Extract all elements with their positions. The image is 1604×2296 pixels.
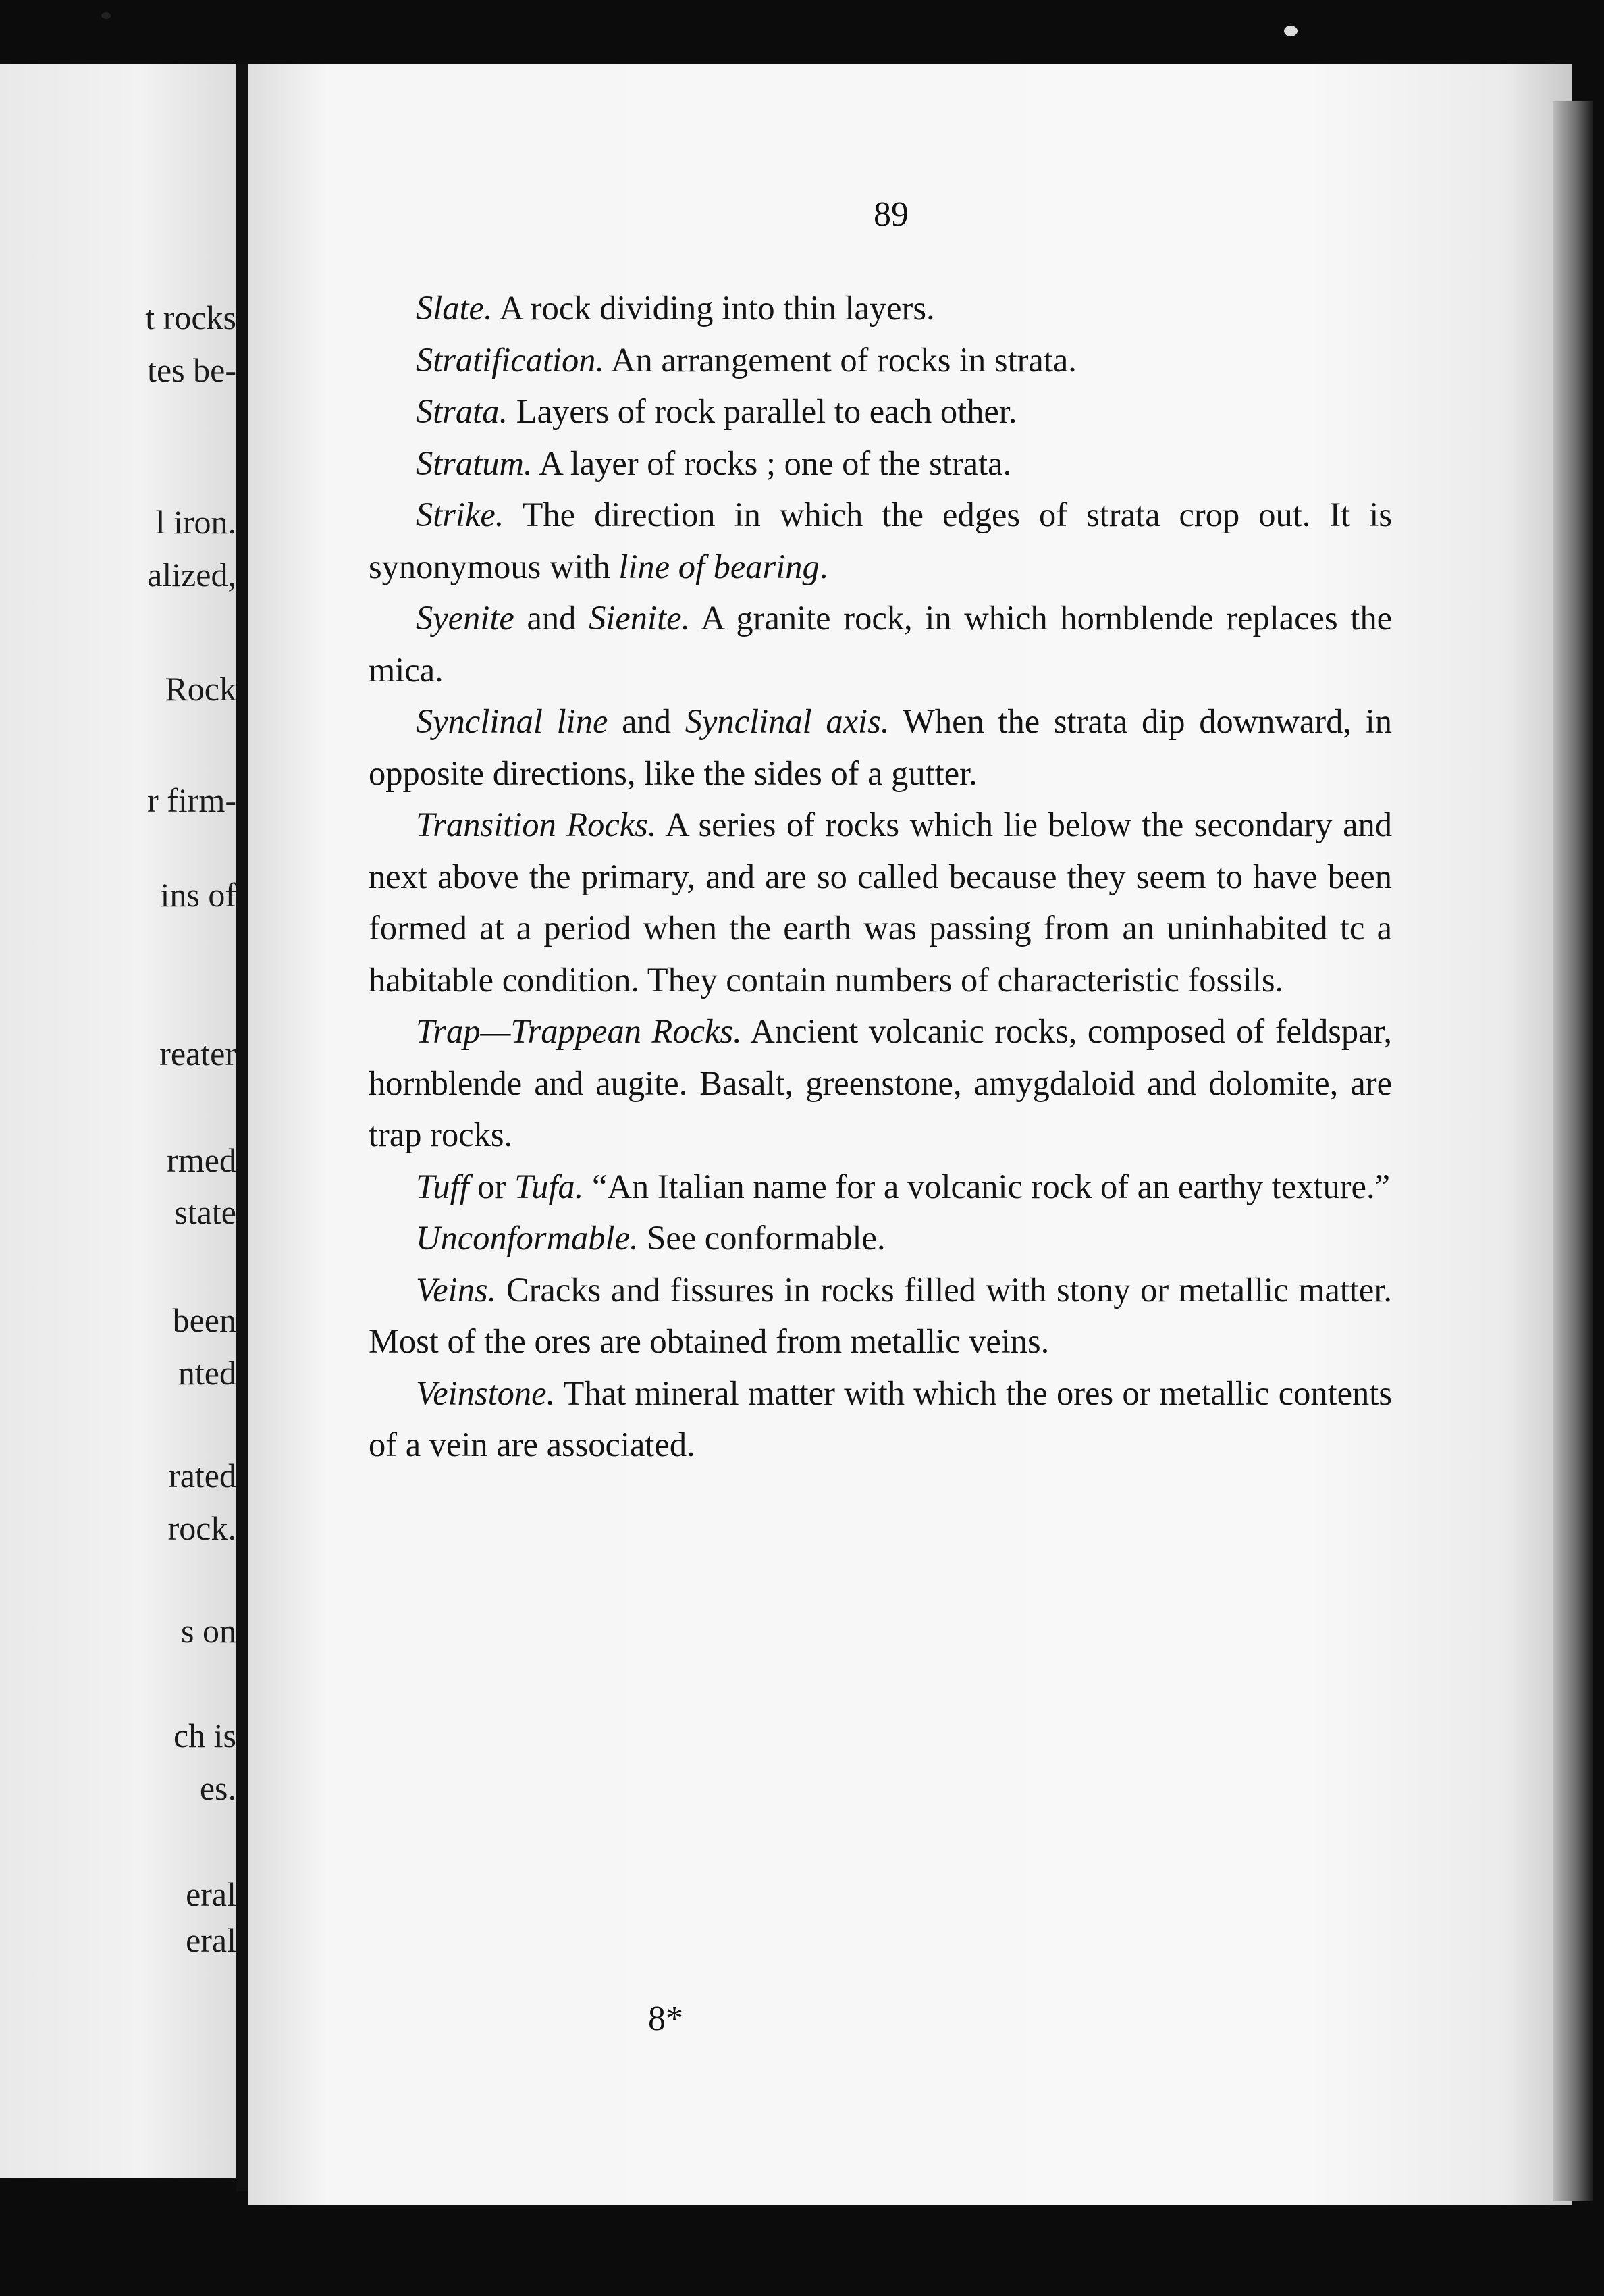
glossary-entry: [369, 1367, 1392, 1471]
left-page-line: rock.: [167, 1509, 236, 1547]
left-page-line: es.: [199, 1769, 236, 1807]
glossary-entry: [369, 386, 1392, 438]
entry-term: Unconformable.: [416, 1219, 639, 1257]
glossary-entry: [369, 1212, 1392, 1264]
left-page-line: state: [174, 1193, 236, 1231]
left-page-line: s on: [181, 1612, 236, 1650]
left-page-line: reater: [159, 1035, 236, 1072]
entry-term: Stratum.: [416, 444, 533, 482]
entry-italic-phrase: line of bearing: [618, 547, 820, 585]
binding-gutter: [236, 64, 248, 2191]
glossary-entry: [369, 696, 1392, 799]
left-page-line: nted: [178, 1354, 236, 1392]
entry-tail: .: [819, 547, 828, 585]
entry-term: Strike.: [416, 496, 504, 533]
entry-definition: That mineral matter with which the ores or metallic contents of a vein are associated.: [369, 1374, 1392, 1463]
glossary-entry: [369, 592, 1392, 696]
entry-connector: or: [469, 1167, 514, 1205]
left-page-line: tes be-: [147, 351, 236, 389]
scan-speck: [1284, 26, 1298, 36]
left-page-line: rmed: [167, 1141, 236, 1179]
entry-term-alt: Sienite.: [589, 599, 691, 637]
left-page-fragment: [0, 64, 236, 2178]
entry-definition: Cracks and fissures in rocks filled with stony or metallic matter. Most of the ores are obtained from metallic veins.: [369, 1270, 1392, 1360]
entry-definition: A granite rock, in which hornblende replaces the mica.: [369, 599, 1392, 689]
glossary-entry: [369, 1264, 1392, 1367]
left-page-line: eral: [186, 1875, 236, 1913]
glossary-entry: [369, 489, 1392, 592]
entry-term: Slate.: [416, 289, 493, 327]
left-page-line: l iron.: [155, 503, 236, 541]
left-page-line: r firm-: [147, 781, 236, 819]
glossary-entry: [369, 438, 1392, 490]
entry-term-alt: Synclinal axis.: [685, 702, 890, 740]
entry-term: Tuff: [416, 1167, 469, 1205]
entry-term: Transition Rocks.: [416, 806, 657, 843]
left-page-line: ins of: [160, 876, 236, 914]
scan-speck: [101, 12, 111, 19]
glossary-entry: [369, 1161, 1392, 1213]
entry-definition: Layers of rock parallel to each other.: [508, 392, 1017, 430]
signature-mark: 8*: [648, 2000, 683, 2038]
left-page-line: Rock: [165, 670, 236, 708]
left-page-line: t rocks: [145, 298, 236, 336]
entry-definition: When the strata dip downward, in opposite directions, like the sides of a gutter.: [369, 702, 1392, 792]
glossary-entry: [369, 799, 1392, 1006]
left-page-line: alized,: [147, 556, 236, 594]
entry-term: Veinstone.: [416, 1374, 556, 1412]
entry-definition: The direction in which the edges of strata crop out. It is synonymous with: [369, 496, 1392, 585]
left-page-line: rated: [169, 1457, 236, 1494]
entry-term-alt: Tufa.: [514, 1167, 584, 1205]
page-edge-shadow: [1553, 101, 1593, 2201]
entry-term: Trap—Trappean Rocks.: [416, 1012, 742, 1050]
entry-term: Veins.: [416, 1270, 497, 1309]
entry-term: Strata.: [416, 392, 508, 430]
glossary-entry: [369, 282, 1392, 334]
page-number: 89: [874, 195, 909, 234]
entry-definition: A rock dividing into thin layers.: [492, 289, 935, 327]
entry-definition: A layer of rocks ; one of the strata.: [532, 444, 1012, 482]
left-page-line: been: [172, 1301, 236, 1339]
entry-definition: A series of rocks which lie below the secondary and next above the primary, and are so called because they seem to have been formed at a period when the earth was passing from an uninhabited tc a habitable condition. They contain numbers of characteristic fossils.: [369, 806, 1392, 999]
left-page-line: eral: [186, 1921, 236, 1959]
entry-connector: and: [514, 599, 589, 637]
entry-term: Synclinal line: [416, 702, 608, 740]
entry-definition: “An Italian name for a volcanic rock of an earthy texture.”: [583, 1167, 1391, 1205]
glossary-entry: [369, 1006, 1392, 1161]
entry-connector: and: [608, 702, 685, 740]
entry-term: Stratification.: [416, 340, 605, 379]
glossary-text: [369, 282, 1392, 1471]
glossary-entry: [369, 334, 1392, 386]
entry-definition: Ancient volcanic rocks, composed of feldspar, hornblende and augite. Basalt, greenstone, amygdaloid and dolomite, are trap rocks.: [369, 1012, 1392, 1153]
left-page-line: ch is: [173, 1717, 236, 1754]
entry-term: Syenite: [416, 599, 514, 637]
entry-definition: See conformable.: [638, 1219, 886, 1257]
entry-definition: An arrangement of rocks in strata.: [604, 340, 1077, 379]
